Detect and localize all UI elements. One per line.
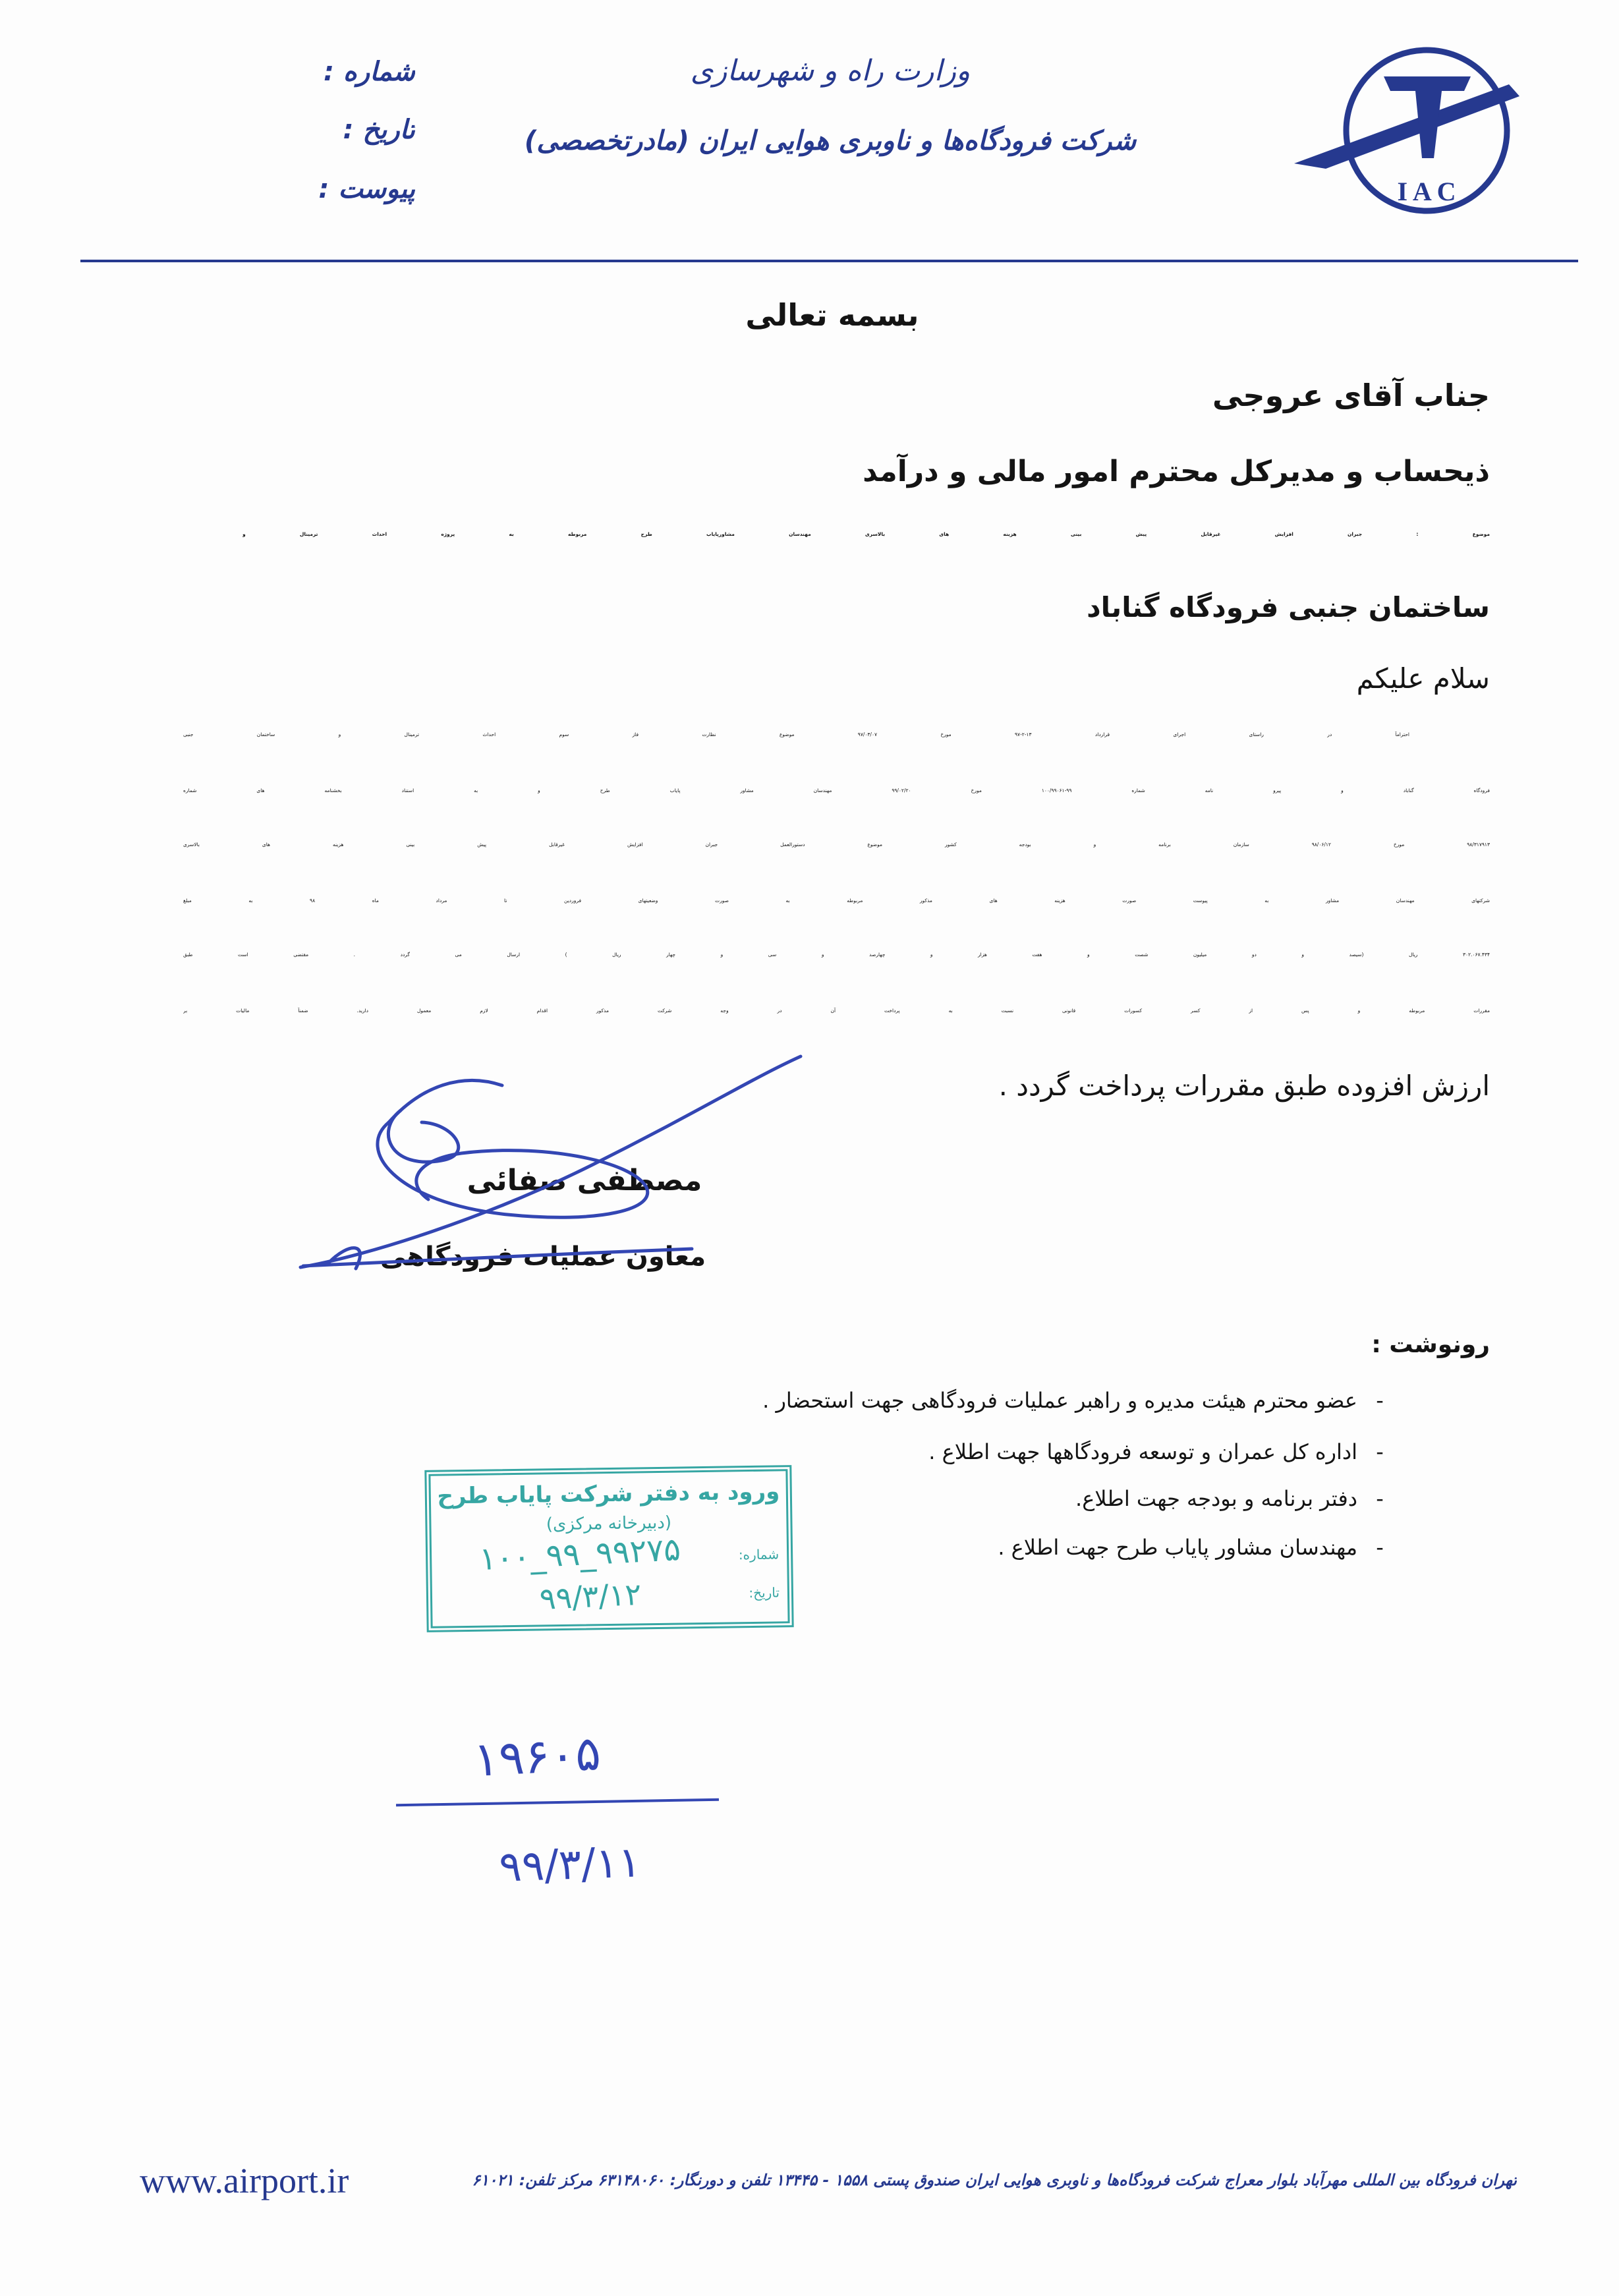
date-label: تاریخ : (343, 115, 415, 145)
cc-item (928, 1439, 1387, 1464)
iac-logo (1292, 38, 1535, 229)
body-line: احتراماً در راستای اجرای قرارداد ۱۳-۲-۹۷ مورخ ۹۷/۰۳/۰۷ موضوع نظارت فاز سوم احداث ترمینال و ساختمان جنبی (183, 732, 1409, 737)
body-line: فرودگاه گناباد و پیرو نامه شماره ۹۹-۱۰۰/۹۹۰۶۱ مورخ ۹۹/۰۲/۲۰ مهندسان مشاور پایاب طرح و به استناد بخشنامه های شماره (183, 788, 1490, 793)
handwritten-signature (290, 1045, 830, 1295)
cc-marker: - (1376, 1486, 1384, 1511)
cc-item-text: مهندسان مشاور پایاب طرح جهت اطلاع . (998, 1535, 1357, 1560)
signature-stroke (300, 1056, 801, 1267)
cc-item-text: دفتر برنامه و بودجه جهت اطلاع. (1075, 1486, 1357, 1511)
body-line-last: ارزش افزوده طبق مقررات پرداخت گردد . (998, 1070, 1490, 1102)
body-line: شرکتهای مهندسان مشاور به پیوست صورت هزینه های مذکور مربوطه به صورت وضعیتهای فروردین تا مرداد ماه ۹۸ به مبلغ (183, 898, 1490, 904)
cc-item-text: اداره کل عمران و توسعه فرودگاهها جهت اطلاع . (928, 1439, 1357, 1464)
cc-item (1075, 1486, 1387, 1511)
body-line: ۹۸/۳۱۷۹۱۳ مورخ ۹۸/۰۶/۱۲ سازمان برنامه و بودجه کشور موضوع دستورالعمل جبران افزایش غیرقابل پیش بینی هزینه های بالاسری (183, 842, 1490, 847)
stamp-number-value: ۱۰۰_۹۹_۹۹۲۷۵ (478, 1531, 682, 1578)
stamp-date-value: ۹۹/۳/۱۲ (538, 1576, 642, 1617)
cc-marker: - (1376, 1388, 1384, 1413)
subject-line-1: موضوع : جبران افزایش غیرقابل پیش بینی هزینه های بالاسری مهندسان مشاورپایاب طرح مربوطه به پروژه احداث ترمینال و (242, 531, 1490, 537)
logo-tail-bar (1384, 76, 1471, 91)
cc-item (762, 1388, 1387, 1413)
recipient-title: ذیحساب و مدیرکل محترم امور مالی و درآمد (863, 455, 1490, 488)
signatory-name: مصطفی صفائی (467, 1164, 702, 1197)
letterhead-divider (80, 260, 1578, 262)
cc-marker: - (1376, 1535, 1384, 1560)
stamp-title: ورود به دفتر شرکت پایاب طرح (437, 1478, 780, 1510)
cc-item-text: عضو محترم هیئت مدیره و راهبر عملیات فرودگاهی جهت استحضار . (762, 1388, 1357, 1413)
ministry-name: وزارت راه و شهرسازی (690, 54, 971, 88)
body-line: ۳۰۲.۰۶۷.۴۳۴ ریال (سیصد و دو میلیون شصت و هفت هزار و چهارصد و سی و چهار ریال ) ارسال می گردد . مقتضی است طبق (183, 952, 1490, 958)
signature-stroke (378, 1122, 648, 1217)
subject-line-2: ساختمان جنبی فرودگاه گناباد (1087, 591, 1490, 623)
cc-label: رونوشت : (1371, 1331, 1490, 1358)
cc-marker: - (1376, 1439, 1384, 1464)
logo-fuselage (1415, 91, 1442, 158)
registry-stamp (424, 1465, 793, 1632)
greeting: سلام علیکم (1356, 662, 1490, 695)
footer-address: تهران فرودگاه بین المللی مهرآباد بلوار معراج شرکت فرودگاه‌ها و ناوبری هوایی ایران صندوق پستی ۱۵۵۸ - ۱۳۴۴۵ تلفن و دورنگار: ۶۳۱۴۸۰۶۰ مرکز تلفن: ۶۱۰۲۱ (472, 2171, 1517, 2190)
recipient-name: جناب آقای عروجی (1212, 378, 1490, 413)
logo-wing (1294, 84, 1520, 169)
logo-text: I A C (1397, 177, 1456, 206)
stamp-subtitle: (دبیرخانه مرکزی) (546, 1512, 672, 1535)
stamp-number-label: شماره: (738, 1546, 780, 1563)
handwritten-date: ۹۹/۳/۱۱ (498, 1838, 642, 1892)
handwritten-underline (396, 1798, 719, 1807)
letterhead-footer (140, 2158, 1517, 2204)
basmala: بسمه تعالی (745, 297, 919, 333)
signature-stroke (389, 1080, 502, 1122)
signatory-title: معاون عملیات فرودگاهی (380, 1242, 706, 1272)
footer-website: www.airport.ir (140, 2161, 349, 2200)
number-label: شماره : (323, 57, 415, 87)
stamp-date-label: تاریخ: (749, 1584, 780, 1601)
body-line: مقررات مربوطه و پس از کسر کسورات قانونی نسبت به پرداخت آن در وجه شرکت مذکور اقدام لازم معمول دارید. ضمناً مالیات بر (183, 1008, 1490, 1014)
attachment-label: پیوست : (318, 174, 415, 204)
handwritten-number: ۱۹۶۰۵ (472, 1725, 602, 1788)
company-name: شرکت فرودگاه‌ها و ناوبری هوایی ایران (مادرتخصصی) (524, 125, 1137, 156)
cc-item (998, 1535, 1387, 1560)
